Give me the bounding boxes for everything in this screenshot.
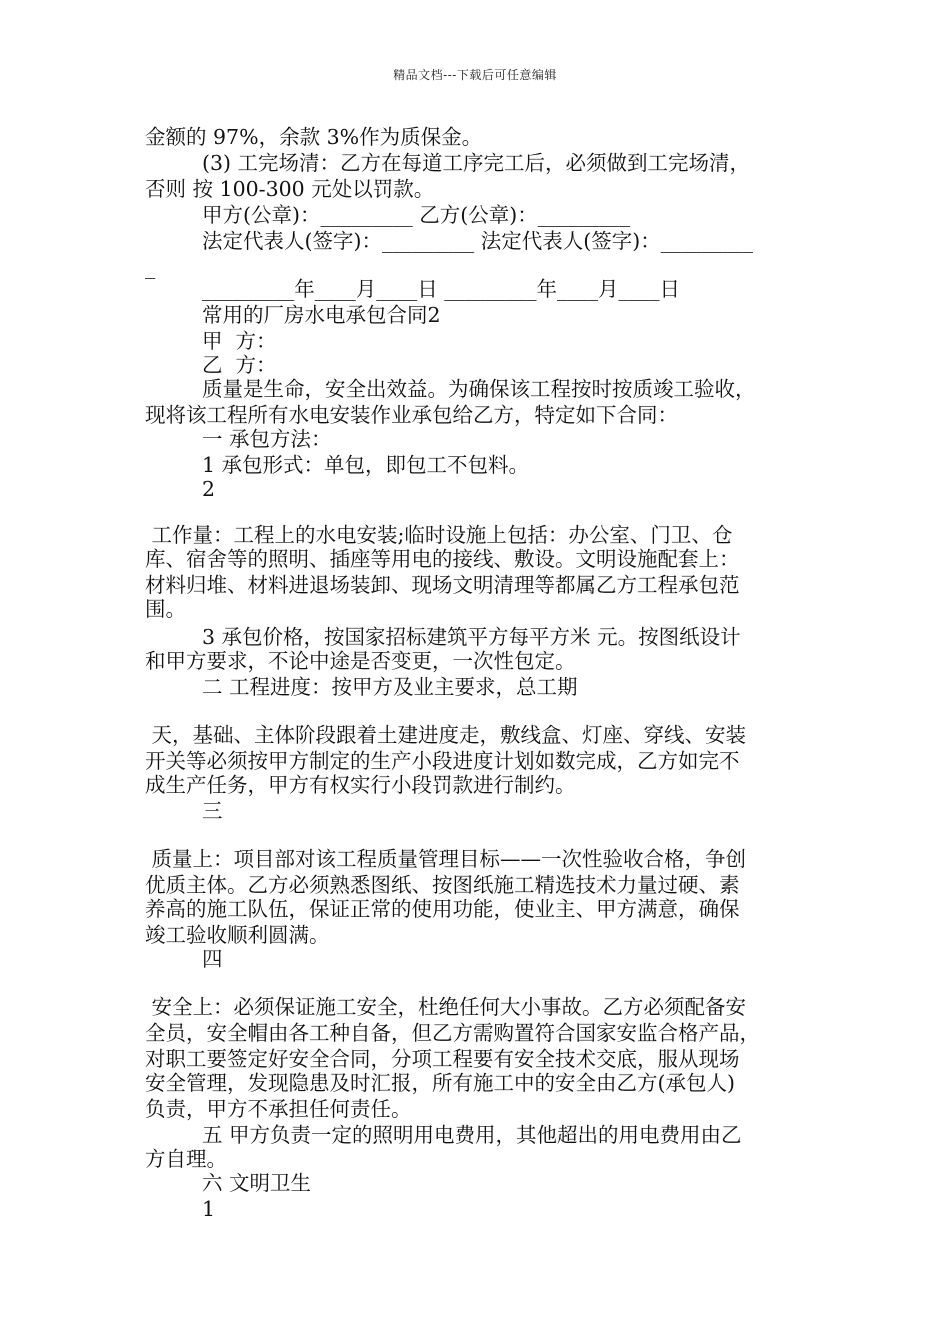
text-line: 安全上：必须保证施工安全，杜绝任何大小事故。乙方必须配备安 xyxy=(145,995,747,1019)
text-line: 方自理。 xyxy=(145,1147,227,1171)
text-line: 金额的 97%，余款 3%作为质保金。 xyxy=(145,125,483,149)
section-heading: 四 xyxy=(202,947,223,971)
text-line: 否则 按 100-300 元处以罚款。 xyxy=(145,177,435,201)
text-line: 优质主体。乙方必须熟悉图纸、按图纸施工精选技术力量过硬、素 xyxy=(145,873,740,897)
section-heading: 三 xyxy=(202,799,223,823)
section-heading: 一 承包方法： xyxy=(202,427,332,451)
text-line: 安全管理，发现隐患及时汇报，所有施工中的安全由乙方(承包人) xyxy=(145,1071,735,1095)
page-header: 精品文档---下载后可任意编辑 xyxy=(393,68,557,82)
party-a: 甲 方： xyxy=(202,329,277,353)
item-number: 1 xyxy=(202,1197,216,1221)
text-line: 开关等必须按甲方制定的生产小段进度计划如数完成，乙方如完不 xyxy=(145,749,740,773)
text-line: 现将该工程所有水电安装作业承包给乙方，特定如下合同： xyxy=(145,403,678,427)
item-number: 2 xyxy=(202,477,216,501)
text-line: 对职工要签定好安全合同，分项工程要有安全技术交底，服从现场 xyxy=(145,1047,740,1071)
text-line: 养高的施工队伍，保证正常的使用功能，使业主、甲方满意，确保 xyxy=(145,897,740,921)
text-line: 和甲方要求，不论中途是否变更，一次性包定。 xyxy=(145,649,576,673)
contract-title: 常用的厂房水电承包合同2 xyxy=(202,303,441,327)
text-line: 库、宿舍等的照明、插座等用电的接线、敷设。文明设施配套上： xyxy=(145,547,740,571)
text-line: 3 承包价格，按国家招标建筑平方每平方米 元。按图纸设计 xyxy=(202,625,741,649)
text-line: 质量上：项目部对该工程质量管理目标——一次性验收合格，争创 xyxy=(145,847,747,871)
text-line: 成生产任务，甲方有权实行小段罚款进行制约。 xyxy=(145,773,576,797)
text-line: 围。 xyxy=(145,597,186,621)
party-b: 乙 方： xyxy=(202,353,277,377)
text-line: 天，基础、主体阶段跟着土建进度走，敷线盒、灯座、穿线、安装 xyxy=(145,723,747,747)
text-line: 质量是生命，安全出效益。为确保该工程按时按质竣工验收， xyxy=(202,377,756,401)
text-line: _ xyxy=(145,255,156,279)
date-line: _________年____月____日 _________年____月____日 xyxy=(202,277,681,301)
section-heading: 二 工程进度：按甲方及业主要求，总工期 xyxy=(202,675,578,699)
signature-line-rep: 法定代表人(签字)：_________ 法定代表人(签字)：_________ xyxy=(202,229,754,253)
text-line: (3) 工完场清：乙方在每道工序完工后，必须做到工完场清， xyxy=(202,151,751,175)
text-line: 工作量：工程上的水电安装;临时设施上包括：办公室、门卫、仓 xyxy=(145,523,733,547)
section-heading: 六 文明卫生 xyxy=(202,1171,312,1195)
text-line: 材料归堆、材料进退场装卸、现场文明清理等都属乙方工程承包范 xyxy=(145,573,740,597)
text-line: 全员，安全帽由各工种自备，但乙方需购置符合国家安监合格产品， xyxy=(145,1021,760,1045)
text-line: 五 甲方负责一定的照明用电费用，其他超出的用电费用由乙 xyxy=(202,1123,742,1147)
text-line: 1 承包形式：单包，即包工不包料。 xyxy=(202,453,530,477)
signature-line-seal: 甲方(公章)：_________ 乙方(公章)：_________ xyxy=(202,203,631,227)
text-line: 负责，甲方不承担任何责任。 xyxy=(145,1097,412,1121)
text-line: 竣工验收顺利圆满。 xyxy=(145,923,330,947)
